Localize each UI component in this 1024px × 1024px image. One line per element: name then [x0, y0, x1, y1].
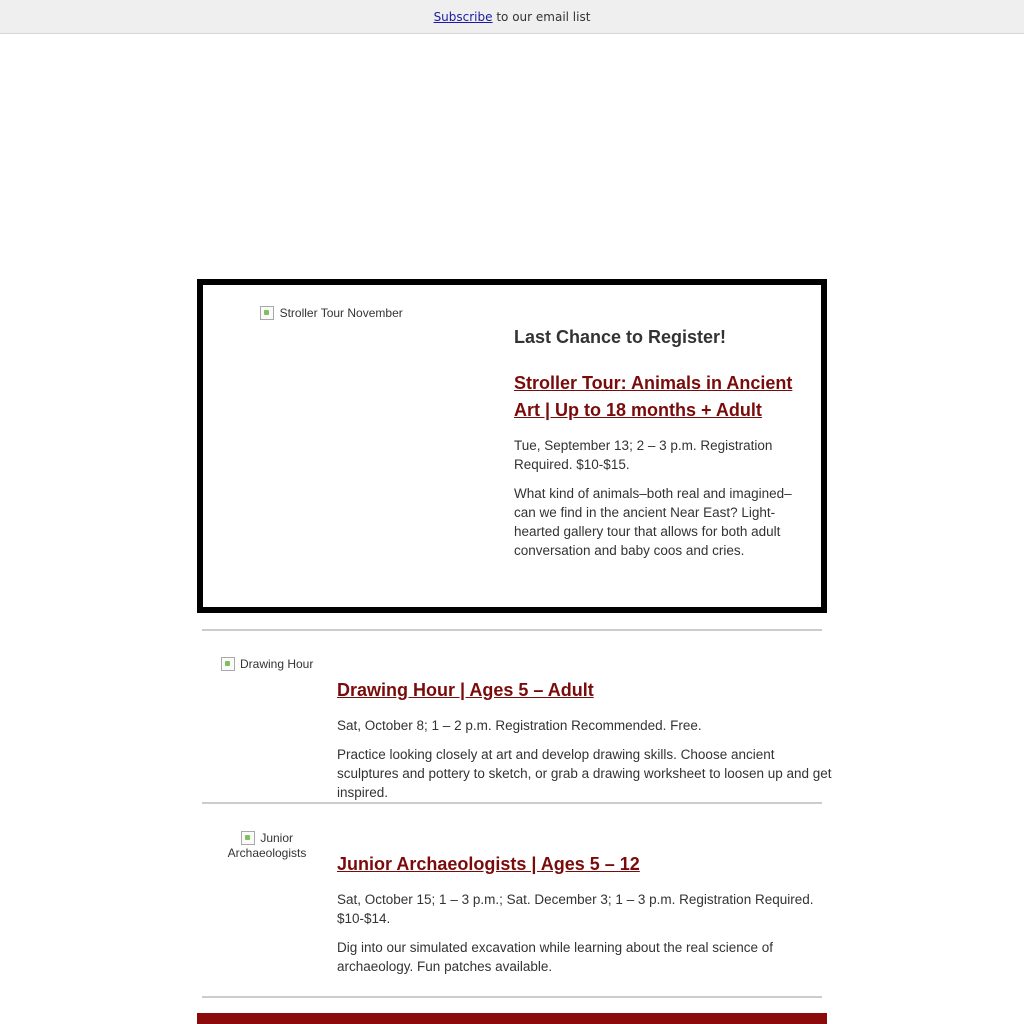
email-subscribe-bar: [0, 0, 1024, 34]
featured-event-title: [514, 370, 809, 424]
divider: [202, 996, 822, 998]
drawing-hour-image[interactable]: [207, 657, 327, 672]
featured-event-card: [197, 279, 827, 613]
subscribe-text: to our email list: [492, 10, 591, 24]
junior-archaeologists-description: Dig into our simulated excavation while learning about the real science of archaeology. Fun patches available.: [337, 940, 774, 974]
subscribe-link[interactable]: Subscribe: [433, 10, 493, 24]
featured-event-link[interactable]: Stroller Tour: Animals in Ancient Art | Up to 18 months + Adult: [514, 373, 793, 420]
junior-archaeologists-image-alt: Junior Archaeologists: [227, 831, 307, 860]
broken-image-icon: [221, 657, 235, 671]
event-row-drawing-hour: [202, 657, 832, 800]
junior-archaeologists-link[interactable]: Junior Archaeologists | Ages 5 – 12: [337, 854, 640, 874]
broken-image-icon: [241, 831, 255, 845]
footer-band: [197, 1013, 827, 1024]
junior-archaeologists-title: [337, 851, 832, 878]
divider: [202, 802, 822, 804]
junior-archaeologists-image[interactable]: [207, 831, 327, 861]
drawing-hour-details: Sat, October 8; 1 – 2 p.m. Registration Recommended. Free.: [337, 718, 702, 733]
featured-image-alt: Stroller Tour November: [279, 306, 403, 320]
broken-image-icon: [260, 306, 274, 320]
featured-eyebrow: Last Chance to Register!: [514, 327, 727, 347]
divider: [202, 629, 822, 631]
event-row-junior-archaeologists: [202, 831, 828, 991]
drawing-hour-title: [337, 677, 832, 704]
featured-event-details: Tue, September 13; 2 – 3 p.m. Registration Required. $10-$15.: [514, 438, 773, 472]
featured-event-image[interactable]: [224, 306, 439, 320]
drawing-hour-link[interactable]: Drawing Hour | Ages 5 – Adult: [337, 680, 594, 700]
junior-archaeologists-details: Sat, October 15; 1 – 3 p.m.; Sat. December 3; 1 – 3 p.m. Registration Required. $10-$14.: [337, 892, 814, 926]
drawing-hour-description: Practice looking closely at art and develop drawing skills. Choose ancient sculptures and pottery to sketch, or grab a drawing worksheet to loosen up and get inspired.: [337, 747, 832, 800]
header-image-area: [0, 34, 1024, 279]
drawing-hour-image-alt: Drawing Hour: [239, 657, 314, 671]
featured-event-description: What kind of animals–both real and imagined–can we find in the ancient Near East? Light-hearted gallery tour that allows for both adult conversation and baby coos and cries.: [514, 486, 792, 558]
